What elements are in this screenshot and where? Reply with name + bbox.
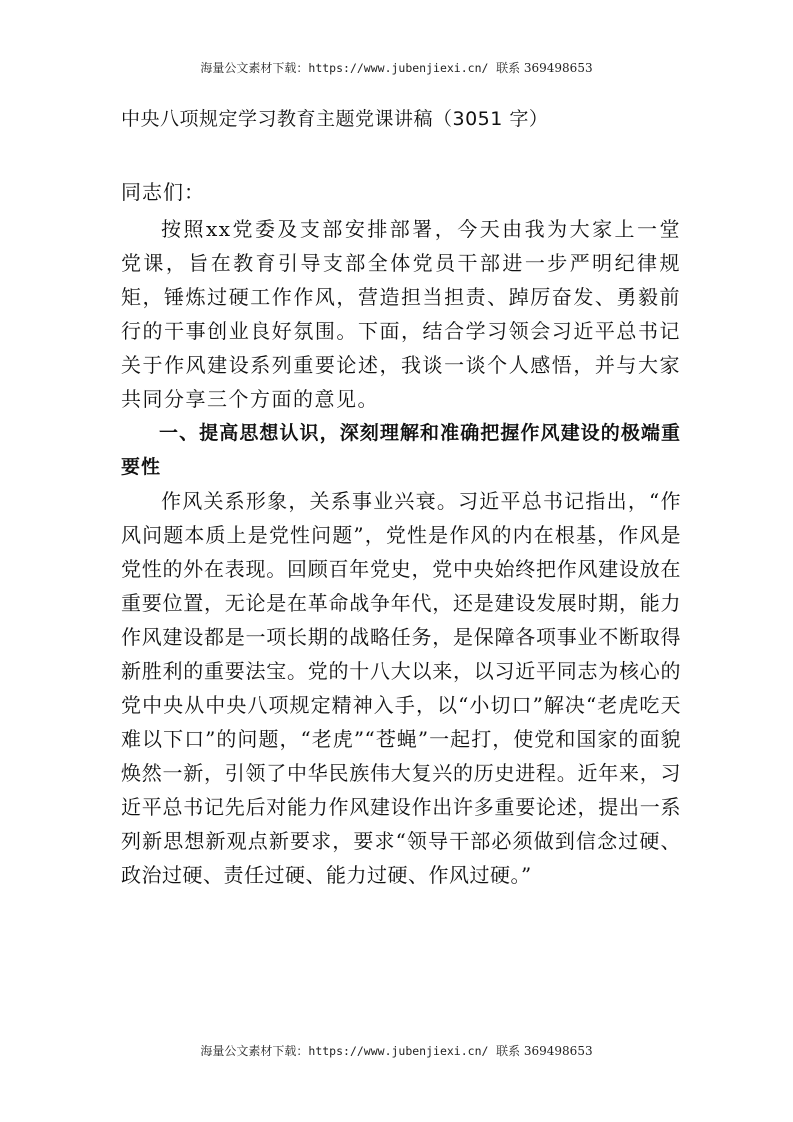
body-paragraph: 按照xx党委及支部安排部署，今天由我为大家上一堂党课，旨在教育引导支部全体党员干部进一步严明纪律规矩，锤炼过硬工作作风，营造担当担责、踔厉奋发、勇毅前行的干事创业良好氛围。下面，结合学习领会习近平总书记关于作风建设系列重要论述，我谈一谈个人感悟，并与大家共同分享三个方面的意见。 xyxy=(121,217,681,411)
header-contact: 联系 369498653 xyxy=(496,61,593,75)
footer-contact: 联系 369498653 xyxy=(496,1044,593,1058)
footer-source-label: 海量公文素材下载： xyxy=(200,1044,309,1058)
page-header xyxy=(0,59,793,76)
header-source-label: 海量公文素材下载： xyxy=(200,61,309,75)
header-url-link[interactable]: https://www.jubenjiexi.cn/ xyxy=(308,61,489,75)
document-title: 中央八项规定学习教育主题党课讲稿（3051 字） xyxy=(121,108,549,130)
document-body xyxy=(121,212,681,892)
footer-url-link[interactable]: https://www.jubenjiexi.cn/ xyxy=(308,1044,489,1058)
salutation: 同志们： xyxy=(121,180,205,204)
body-paragraph: 作风关系形象，关系事业兴衰。习近平总书记指出，“作风问题本质上是党性问题”，党性是作风的内在根基，作风是党性的外在表现。回顾百年党史，党中央始终把作风建设放在重要位置，无论是在革命战争年代，还是建设发展时期，能力作风建设都是一项长期的战略任务，是保障各项事业不断取得新胜利的重要法宝。党的十八大以来，以习近平同志为核心的党中央从中央八项规定精神入手，以“小切口”解决“老虎吃天难以下口”的问题，“老虎”“苍蝇”一起打，使党和国家的面貌焕然一新，引领了中华民族伟大复兴的历史进程。近年来，习近平总书记先后对能力作风建设作出许多重要论述，提出一系列新思想新观点新要求，要求“领导干部必须做到信念过硬、政治过硬、责任过硬、能力过硬、作风过硬。” xyxy=(121,489,681,887)
section-heading: 一、提高思想认识，深刻理解和准确把握作风建设的极端重要性 xyxy=(121,422,681,478)
page-footer xyxy=(0,1042,793,1059)
